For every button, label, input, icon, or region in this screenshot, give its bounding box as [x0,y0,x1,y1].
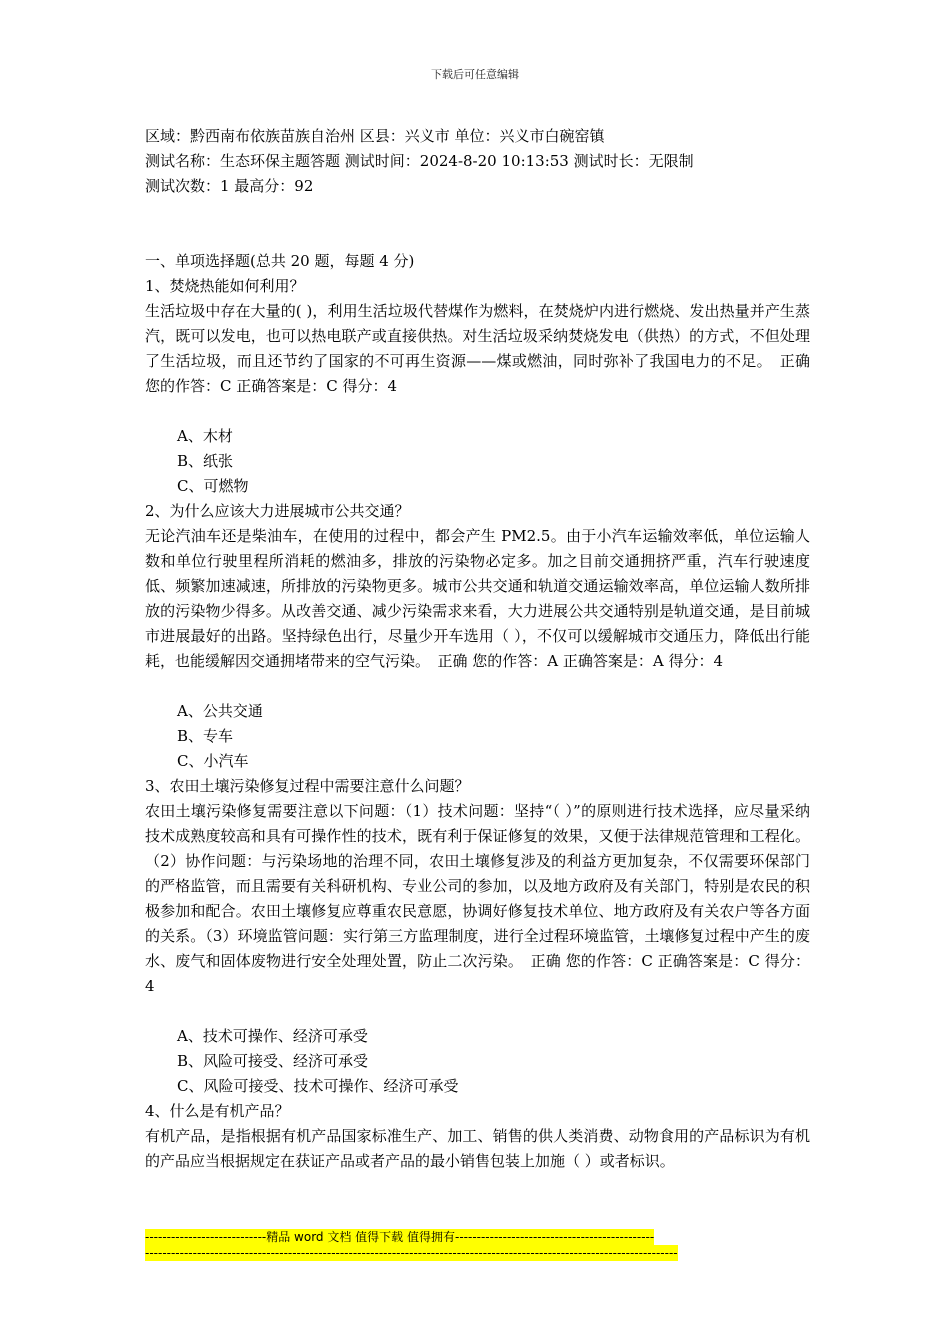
document-body [145,124,810,1174]
question-title: 1、焚烧热能如何利用？ [145,277,305,295]
footer-banner [145,1229,678,1261]
option-a: A、木材 [177,427,233,445]
option-c: C、可燃物 [177,477,249,495]
info-score-line: 测试次数：1 最高分：92 [145,177,314,195]
question-1 [145,274,810,499]
option-c: C、风险可接受、技术可操作、经济可承受 [177,1077,459,1095]
question-body: 有机产品，是指根据有机产品国家标准生产、加工、销售的供人类消费、动物食用的产品标识为有机的产品应当根据规定在获证产品或者产品的最小销售包装上加施（ ）或者标识。 [145,1127,810,1170]
option-b: B、专车 [177,727,234,745]
option-b: B、风险可接受、经济可承受 [177,1052,369,1070]
footer-promo-line: ----------------------------精品 word 文档 值得下载 值得拥有---------------------------------------------- [145,1230,655,1244]
option-b: B、纸张 [177,452,234,470]
question-title: 4、什么是有机产品？ [145,1102,290,1120]
question-body: 农田土壤污染修复需要注意以下问题：（1）技术问题：坚持“（ ）”的原则进行技术选择，应尽量采纳技术成熟度较高和具有可操作性的技术，既有利于保证修复的效果，又便于法律规范管理和工程化。（2）协作问题：与污染场地的治理不同，农田土壤修复涉及的利益方更加复杂，不仅需要环保部门的严格监管，而且需要有关科研机构、专业公司的参加，以及地方政府及有关部门，特别是农民的积极参加和配合。农田土壤修复应尊重农民意愿，协调好修复技术单位、地方政府及有关农户等各方面的关系。（3）环境监管问题：实行第三方监理制度，进行全过程环境监管，土壤修复过程中产生的废水、废气和固体废物进行安全处理处置，防止二次污染。 正确 您的作答：C 正确答案是：C 得分：4 [145,802,810,995]
question-body: 无论汽油车还是柴油车，在使用的过程中，都会产生 PM2.5。由于小汽车运输效率低，单位运输人数和单位行驶里程所消耗的燃油多，排放的污染物必定多。加之目前交通拥挤严重，汽车行驶速度低、频繁加速减速，所排放的污染物更多。城市公共交通和轨道交通运输效率高，单位运输人数所排放的污染物少得多。从改善交通、减少污染需求来看，大力进展公共交通特别是轨道交通，是目前城市进展最好的出路。坚持绿色出行，尽量少开车选用（ ），不仅可以缓解城市交通压力，降低出行能耗，也能缓解因交通拥堵带来的空气污染。 正确 您的作答：A 正确答案是：A 得分：4 [145,527,810,670]
page-header-watermark: 下载后可任意编辑 [431,68,519,81]
question-4 [145,1099,810,1174]
question-3 [145,774,810,1099]
footer-dash-line: --------------------------------------------------------------------------------------------------------------------------- [145,1246,678,1260]
question-2 [145,499,810,774]
option-a: A、技术可操作、经济可承受 [177,1027,368,1045]
question-title: 2、为什么应该大力进展城市公共交通？ [145,502,410,520]
info-test-line: 测试名称：生态环保主题答题 测试时间：2024-8-20 10:13:53 测试时长：无限制 [145,152,694,170]
info-region-line: 区域：黔西南布依族苗族自治州 区县：兴义市 单位：兴义市白碗窑镇 [145,127,605,145]
question-body: 生活垃圾中存在大量的( )，利用生活垃圾代替煤作为燃料，在焚烧炉内进行燃烧、发出热量并产生蒸汽，既可以发电，也可以热电联产或直接供热。对生活垃圾采纳焚烧发电（供热）的方式，不但处理了生活垃圾，而且还节约了国家的不可再生资源——煤或燃油，同时弥补了我国电力的不足。 正确 您的作答：C 正确答案是：C 得分：4 [145,302,810,395]
section-title: 一、单项选择题(总共 20 题，每题 4 分) [145,252,415,270]
option-a: A、公共交通 [177,702,263,720]
question-title: 3、农田土壤污染修复过程中需要注意什么问题？ [145,777,470,795]
option-c: C、小汽车 [177,752,249,770]
